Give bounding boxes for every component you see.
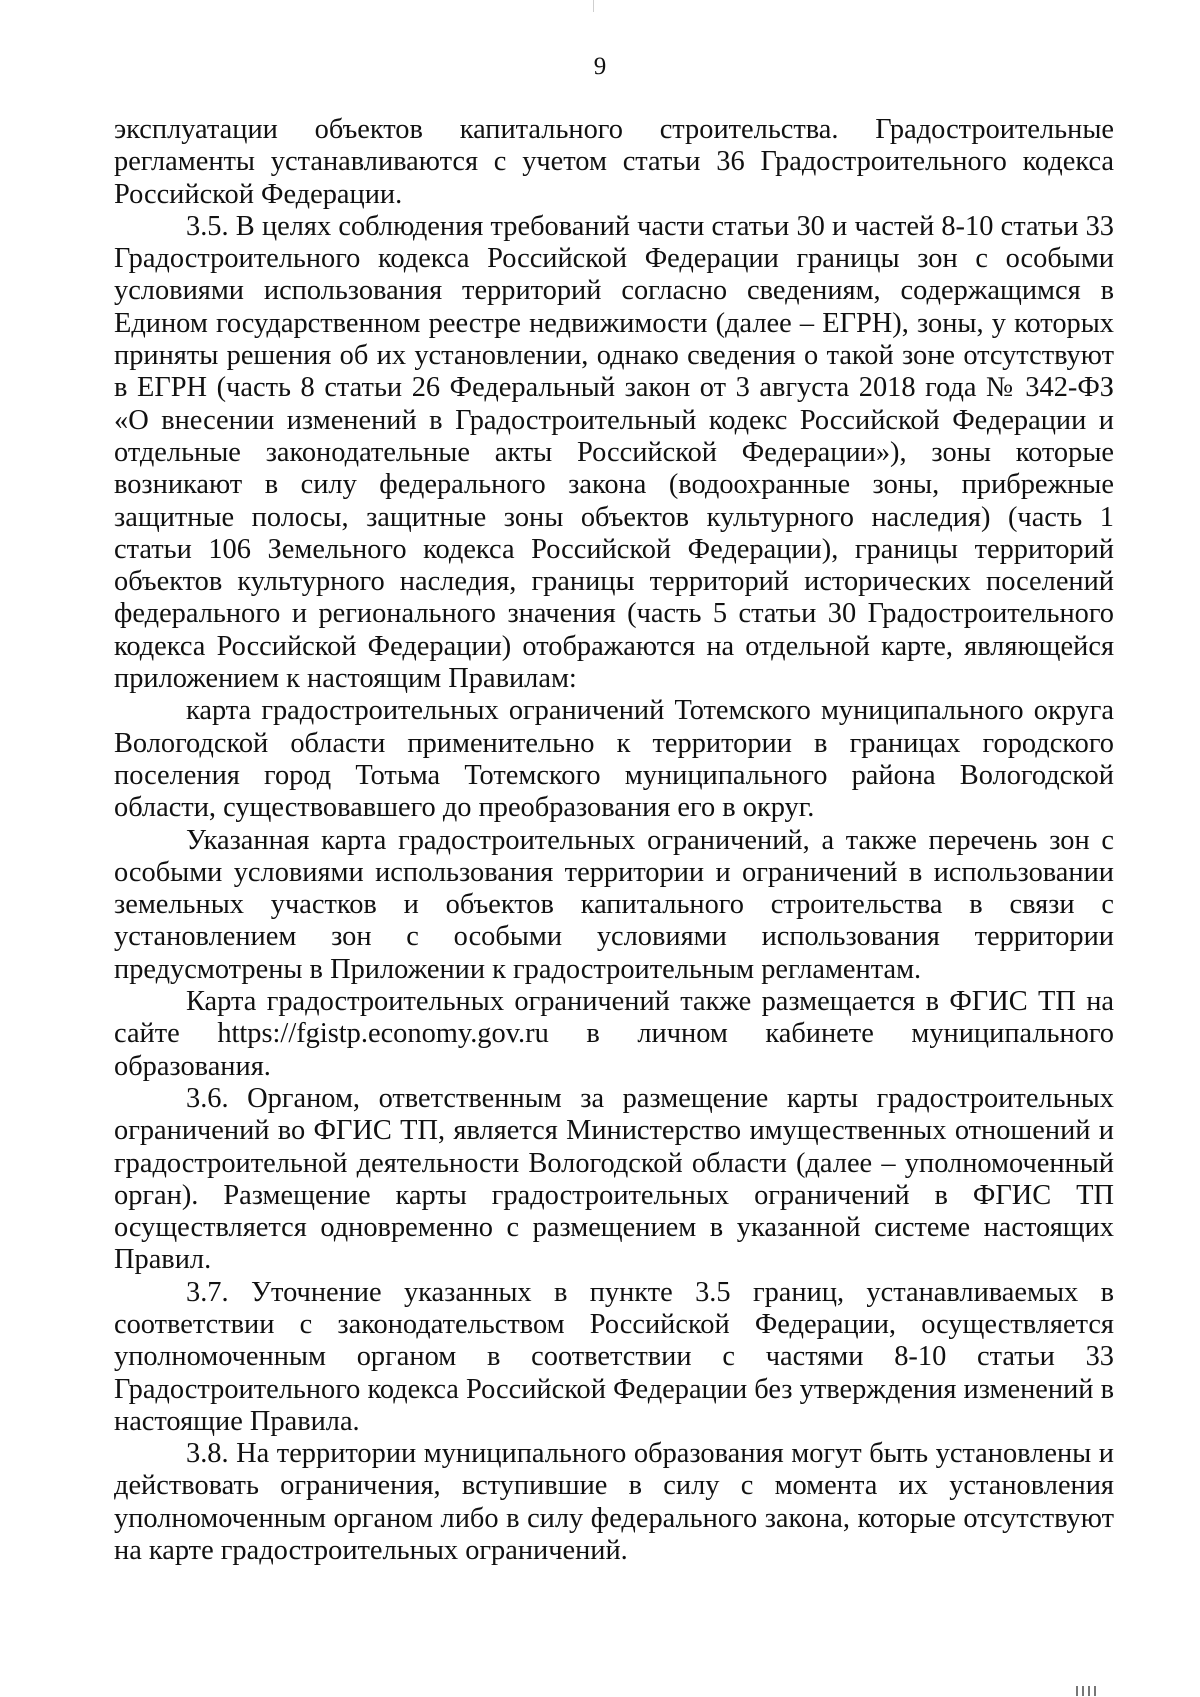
paragraph-continuation: эксплуатации объектов капитального строительства. Градостроительные регламенты устанавливаются с учетом статьи 36 Градостроительного кодекса Российской Федерации.	[114, 114, 1114, 210]
paragraph-3-6: 3.6. Органом, ответственным за размещение карты градостроительных ограничений во ФГИС ТП, является Министерство имущественных отношений и градостроительной деятельности Вологодской области (далее – уполномоченный орган). Размещение карты градостроительных ограничений в ФГИС ТП осуществляется одновременно с размещением в указанной системе настоящих Правил.	[114, 1082, 1114, 1276]
paragraph-3-8: 3.8. На территории муниципального образования могут быть установлены и действовать ограничения, вступившие в силу с момента их установления уполномоченным органом либо в силу федерального закона, которые отсутствуют на карте градостроительных ограничений.	[114, 1438, 1114, 1567]
page-number: 9	[593, 53, 607, 80]
paragraph-map-item: карта градостроительных ограничений Тотемского муниципального округа Вологодской области применительно к территории в границах городского поселения город Тотьма Тотемского муниципального района Вологодской области, существовавшего до преобразования его в округ.	[114, 695, 1114, 824]
document-body	[114, 114, 1114, 1567]
scan-corner-mark	[1076, 1686, 1104, 1696]
paragraph-3-7: 3.7. Уточнение указанных в пункте 3.5 границ, устанавливаемых в соответствии с законодательством Российской Федерации, осуществляется уполномоченным органом в соответствии с частями 8-10 статьи 33 Градостроительного кодекса Российской Федерации без утверждения изменений в настоящие Правила.	[114, 1276, 1114, 1437]
paragraph-map-list: Указанная карта градостроительных ограничений, а также перечень зон с особыми условиями использования территории и ограничений в использовании земельных участков и объектов капитального строительства в связи с установлением зон с особыми условиями использования территории предусмотрены в Приложении к градостроительным регламентам.	[114, 824, 1114, 985]
paragraph-3-5: 3.5. В целях соблюдения требований части статьи 30 и частей 8-10 статьи 33 Градостроительного кодекса Российской Федерации границы зон с особыми условиями использования территорий согласно сведениям, содержащимся в Едином государственном реестре недвижимости (далее – ЕГРН), зоны, у которых приняты решения об их установлении, однако сведения о такой зоне отсутствуют в ЕГРН (часть 8 статьи 26 Федеральный закон от 3 августа 2018 года № 342-ФЗ «О внесении изменений в Градостроительный кодекс Российской Федерации и отдельные законодательные акты Российской Федерации»), зоны которые возникают в силу федерального закона (водоохранные зоны, прибрежные защитные полосы, защитные зоны объектов культурного наследия) (часть 1 статьи 106 Земельного кодекса Российской Федерации), границы территорий объектов культурного наследия, границы территорий исторических поселений федерального и регионального значения (часть 5 статьи 30 Градостроительного кодекса Российской Федерации) отображаются на отдельной карте, являющейся приложением к настоящим Правилам:	[114, 210, 1114, 695]
scan-mark	[593, 0, 594, 12]
paragraph-fgis-site: Карта градостроительных ограничений также размещается в ФГИС ТП на сайте https://fgistp.economy.gov.ru в личном кабинете муниципального образования.	[114, 986, 1114, 1082]
